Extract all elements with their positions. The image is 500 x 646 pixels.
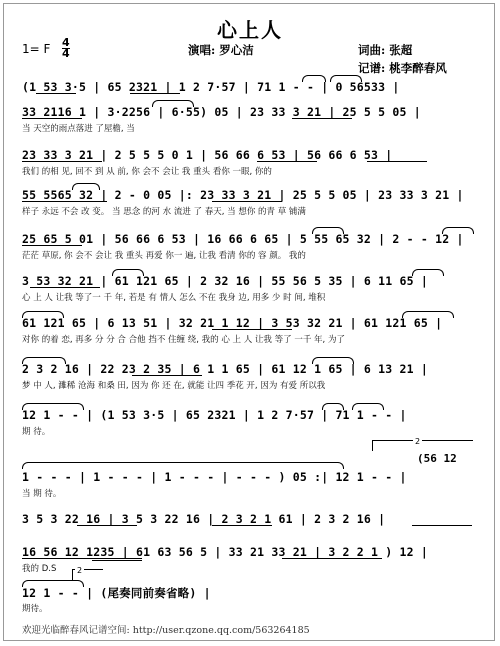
staff-row: [22, 188, 478, 226]
lyrics-line: 梦 中 人, 濉稀 沧海 和桑 田, 因为 你 还 在, 就能 让四 季花 开, 因为 有爱 所以我: [22, 381, 326, 391]
notation-line: 55 5565 32 | 2 - 0 05 |: 23 33 3 21 | 25 5 5 05 | 23 33 3 21 |: [22, 188, 464, 202]
singer-credit: 演唱: 罗心洁: [188, 43, 254, 57]
lyrics-line: 样子 永远 不会 改 变。 当 思念 的河 水 流进 了 春天, 当 想你 的青 草 铺满: [22, 207, 306, 217]
slur: [22, 580, 84, 587]
slur: [72, 183, 100, 190]
beam: [412, 525, 472, 526]
beam: [22, 201, 107, 202]
slur: [352, 403, 384, 410]
footer-credit: 欢迎光临醉春风记谱空间: http://user.qzone.qq.com/563264185: [22, 625, 310, 636]
staff-row: [22, 362, 478, 400]
beam: [77, 525, 137, 526]
beam: [22, 118, 82, 119]
beam: [22, 161, 102, 162]
notation-line: (1 53 3·5 | 65 2321 | 1 2 7·57 | 71 1 - - | 0 56533 |: [22, 80, 400, 94]
time-signature-bottom: 4: [62, 47, 70, 60]
beam: [92, 560, 142, 561]
staff-row: [22, 232, 478, 270]
slur: [442, 227, 474, 234]
time-signature: [62, 38, 70, 59]
lyrics-line: 心 上 人 让我 等了一 千 年, 若是 有 情人 怎么 不在 我身 边, 用多 少 时 间, 堆积: [22, 293, 326, 303]
volta-2-label: 2: [415, 437, 421, 446]
lyrics-line: 对你 的着 恋, 再多 分 分 合 合他 挡不 住缠 绕, 我的 心 上 人 让我 等了 一千 年, 为了: [22, 335, 345, 345]
volta-2-bracket-end: [72, 566, 103, 580]
notation-line: 3 5 3 22 16 | 3 5 3 22 16 | 2 3 2 1 61 | 2 3 2 16 |: [22, 512, 386, 526]
slur: [402, 311, 454, 318]
slur: [22, 311, 64, 318]
slur: [22, 357, 66, 364]
lyrics-line: 期 待。: [22, 427, 51, 437]
staff-row: [22, 437, 478, 508]
staff-row: [22, 316, 478, 354]
slur: [330, 75, 362, 82]
beam: [282, 558, 382, 559]
lyrics-line: 我们 的相 见, 回不 到 从 前, 你 会不 会让 我 重头 看你 一眼, 你的: [22, 167, 272, 177]
transcriber-credit: 记谱: 桃李醉春风: [358, 61, 447, 75]
notation-line: 16 56 12 1235 | 61 63 56 5 | 33 21 33 21 | 3 2 2 1 ) 12 |: [22, 545, 429, 559]
lyrics-line: 当 期 待。: [22, 489, 62, 499]
slur: [312, 227, 344, 234]
lyrics-line: 我的 D.S: [22, 564, 57, 574]
staff-row: [22, 148, 478, 186]
slur: [302, 75, 326, 82]
slur: [22, 403, 84, 410]
notation-line: 61 121 65 | 6 13 51 | 32 21 1 12 | 3 53 32 21 | 61 121 65 |: [22, 316, 443, 330]
beam: [212, 329, 292, 330]
song-title: 心上人: [217, 18, 283, 42]
beam: [30, 287, 100, 288]
beam: [257, 161, 317, 162]
long-tie: [22, 462, 344, 469]
lyrics-line: 茫茫 草原, 你 会不 会让 我 重头 再爱 你一 遍, 让我 看清 你的 容 颜。 我的: [22, 251, 306, 261]
beam: [22, 245, 82, 246]
beam: [132, 375, 202, 376]
staff-row: [22, 105, 478, 143]
notation-line: 23 33 3 21 | 2 5 5 5 0 1 | 56 66 6 53 | 56 66 6 53 |: [22, 148, 393, 162]
slur: [112, 269, 144, 276]
lyrics-line: 当 天空的雨点落进 了屋檐, 当: [22, 124, 135, 134]
staff-row: [22, 274, 478, 312]
time-signature-top: 4: [62, 36, 70, 49]
volta-2-end-label: 2: [77, 566, 83, 575]
notation-line: 25 65 5 01 | 56 66 6 53 | 16 66 6 65 | 5 55 65 32 | 2 - - 12 |: [22, 232, 464, 246]
slur: [152, 100, 194, 107]
beam: [36, 93, 76, 94]
notation-line: 33 2116 1 | 3·2256 | 6·55) 05 | 23 33 3 21 | 25 5 5 05 |: [22, 105, 421, 119]
beam: [292, 118, 352, 119]
key-signature: 1= F: [22, 42, 51, 56]
slur: [312, 357, 354, 364]
notation-line: 12 1 - - | (1 53 3·5 | 65 2321 | 1 2 7·57 | 71 1 - - |: [22, 408, 407, 422]
slur: [322, 403, 344, 410]
volta-1-notes: (56 12: [417, 452, 457, 465]
notation-line: 2 3 2 16 | 22 23 2 35 | 6 1 1 65 | 61 12 1 65 | 6 13 21 |: [22, 362, 429, 376]
lyricist-credit: 词曲: 张超: [358, 43, 413, 57]
beam: [22, 558, 142, 559]
notation-line: 12 1 - - | (尾奏同前奏省略) |: [22, 586, 211, 600]
beam: [130, 93, 180, 94]
notation-line: 1 - - - | 1 - - - | 1 - - - | - - - ) 05 :| 12 1 - - |: [22, 470, 407, 484]
volta-2-bracket: [372, 437, 473, 451]
notation-line: 3 53 32 21 | 61 121 65 | 2 32 16 | 55 56 5 35 | 6 11 65 |: [22, 274, 429, 288]
beam: [212, 525, 272, 526]
slur: [412, 269, 444, 276]
lyrics-line: 期待。: [22, 604, 48, 614]
beam: [212, 201, 282, 202]
beam: [367, 161, 427, 162]
